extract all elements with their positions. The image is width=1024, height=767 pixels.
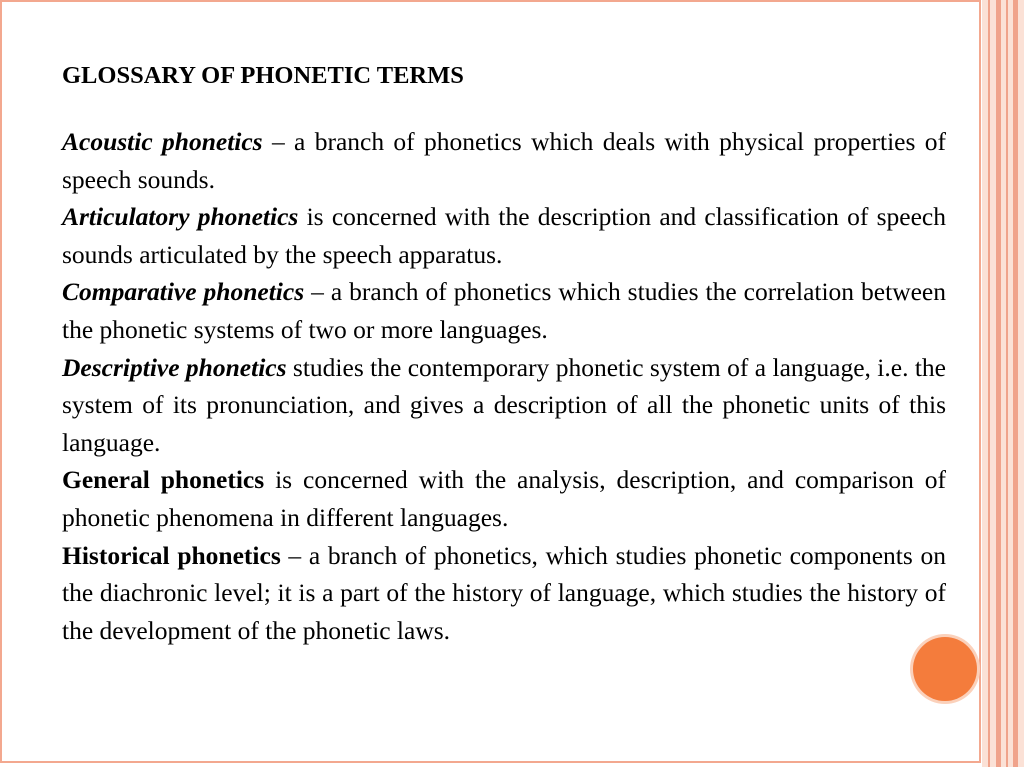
stripe-line	[996, 0, 1001, 767]
slide-content	[62, 56, 946, 649]
glossary-term: Descriptive phonetics	[62, 352, 287, 382]
glossary-term: General phonetics	[62, 465, 265, 495]
stripe-line	[1006, 0, 1008, 767]
glossary-definition: – a branch of phonetics which deals with physical properties of speech sounds.	[62, 127, 946, 194]
glossary-entry-historical-phonetics	[62, 537, 946, 650]
glossary-definition: is concerned with the description and classification of speech sounds articulated by the speech apparatus.	[62, 202, 946, 269]
glossary-entry-comparative-phonetics	[62, 273, 946, 348]
glossary-term: Historical phonetics	[62, 540, 281, 570]
glossary-entry-descriptive-phonetics	[62, 349, 946, 462]
glossary-definition: studies the contemporary phonetic system of a language, i.e. the system of its pronunciation, and gives a description of all the phonetic units of this language.	[62, 352, 946, 457]
slide-title: GLOSSARY OF PHONETIC TERMS	[62, 62, 464, 89]
stripe-line	[988, 0, 990, 767]
glossary-definition: is concerned with the analysis, description, and comparison of phonetic phenomena in different languages.	[62, 465, 946, 532]
glossary-definition: – a branch of phonetics, which studies phonetic components on the diachronic level; it is a part of the history of language, which studies the history of the development of the phonetic laws.	[62, 540, 946, 645]
stripe-line	[1013, 0, 1018, 767]
glossary-term: Acoustic phonetics	[62, 127, 263, 156]
glossary-entry-articulatory-phonetics	[62, 198, 946, 273]
glossary-entry-general-phonetics	[62, 461, 946, 536]
glossary-term: Articulatory phonetics	[62, 202, 299, 232]
glossary-definition: – a branch of phonetics which studies the correlation between the phonetic systems of two or more languages.	[62, 277, 946, 344]
decorative-stripes	[982, 0, 1024, 767]
glossary-entry-acoustic-phonetics	[62, 123, 946, 198]
glossary-term: Comparative phonetics	[62, 277, 305, 307]
